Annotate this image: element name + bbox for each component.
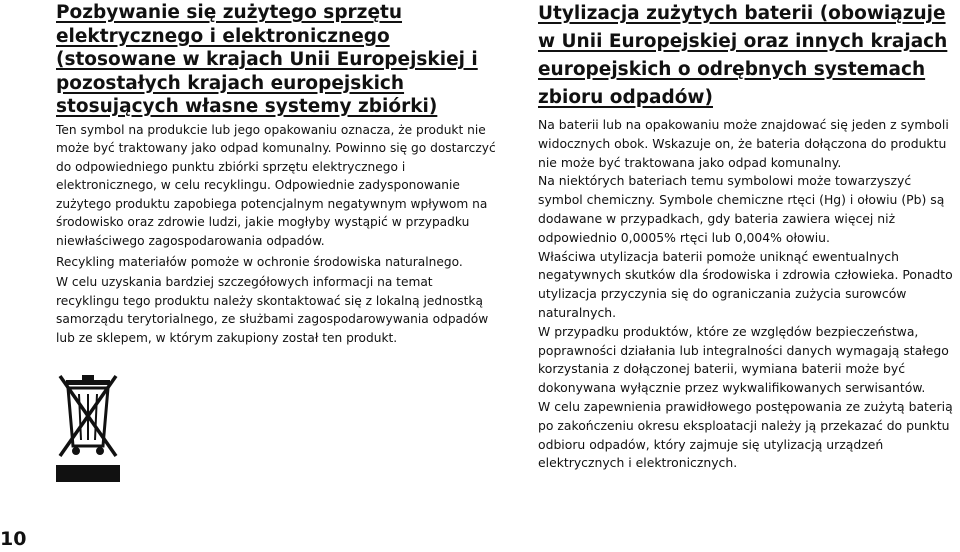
battery-section	[538, 0, 956, 473]
crossed-out-wheelie-bin-icon	[56, 372, 120, 484]
weee-heading: Pozbywanie się zużytego sprzętu elektrycznego i elektronicznego (stosowane w krajach Unii Europejskiej i pozostałych krajach europejskich stosujących własne systemy zbiórki)	[56, 2, 478, 117]
weee-paragraph-2: Recykling materiałów pomoże w ochronie środowiska naturalnego.	[56, 254, 463, 269]
battery-paragraph-4: W przypadku produktów, które ze względów bezpieczeństwa, poprawności działania lub integralności danych wymagają stałego korzystania z dołączonej baterii, wymiana baterii może być dokonywana wyłącznie przez wykwalifikowanych serwisantów.	[538, 323, 949, 396]
weee-paragraph-1: Ten symbol na produkcie lub jego opakowaniu oznacza, że produkt nie może być traktowany jako odpad komunalny. Powinno się go dostarczyć do odpowiedniego punktu zbiórki sprzętu elektrycznego i elektronicznego, w celu recyklingu. Odpowiednie zadysponowanie zużytego produktu zapobiega potencjalnym negatywnym wpływom na środowisko oraz zdrowie ludzi, jakie mogłyby wystąpić w przypadku niewłaściwego zagospodarowania odpadów.	[56, 122, 496, 249]
battery-paragraph-3: Właściwa utylizacja baterii pomoże uniknąć ewentualnych negatywnych skutków dla środowiska i zdrowia człowieka. Ponadto utylizacja przyczynia się do ograniczania zużycia surowców naturalnych.	[538, 248, 953, 320]
battery-heading: Utylizacja zużytych baterii (obowiązuje w Unii Europejskiej oraz innych krajach europejskich o odrębnych systemach zbioru odpadów)	[538, 3, 948, 108]
battery-paragraph-5: W celu zapewnienia prawidłowego postępowania ze zużytą baterią po zakończeniu okresu eksploatacji należy ją przekazać do punktu odbioru odpadów, który zajmuje się utylizacją urządzeń elektrycznych i elektronicznych.	[538, 398, 953, 471]
weee-paragraph-3: W celu uzyskania bardziej szczegółowych informacji na temat recyklingu tego produktu należy skontaktować się z lokalną jednostką samorządu terytorialnego, ze służbami zagospodarowywania odpadów lub ze sklepem, w którym zakupiony został ten produkt.	[56, 275, 489, 346]
battery-paragraph-2: Na niektórych bateriach temu symbolowi może towarzyszyć symbol chemiczny. Symbole chemiczne rtęci (Hg) i ołowiu (Pb) są dodawane w przypadkach, gdy bateria zawiera więcej niż odpowiednio 0,0005% rtęci lub 0,004% ołowiu.	[538, 173, 945, 245]
page-number: 10	[0, 528, 27, 550]
battery-paragraph-1: Na baterii lub na opakowaniu może znajdować się jeden z symboli widocznych obok. Wskazuje on, że bateria dołączona do produktu nie może być traktowana jako odpad komunalny.	[538, 117, 949, 170]
weee-section	[56, 0, 496, 348]
